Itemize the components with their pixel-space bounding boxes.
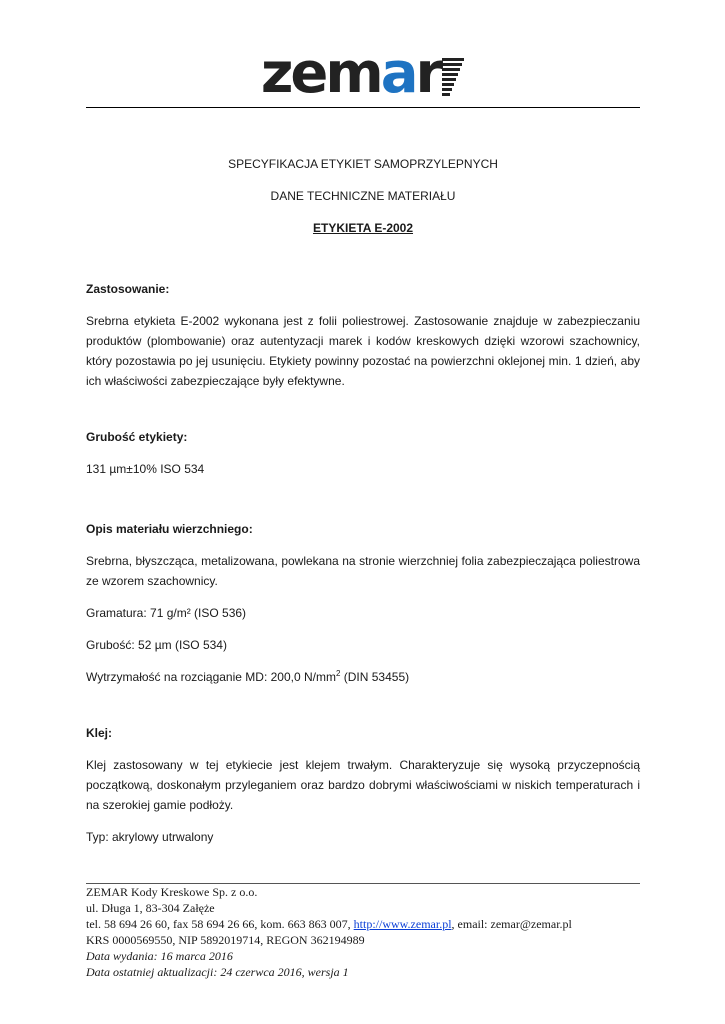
zemar-logo [260, 41, 464, 106]
section-heading: Zastosowanie: [86, 282, 170, 296]
tensile-prefix: Wytrzymałość na rozciąganie MD: 200,0 N/mm [86, 670, 336, 684]
logo-wordmark [260, 41, 441, 106]
header-divider [86, 107, 640, 108]
website-link[interactable]: http://www.zemar.pl [353, 917, 452, 931]
logo-text-end: r [415, 41, 441, 106]
logo-barcode-icon [442, 58, 464, 98]
section-heading: Klej: [86, 726, 113, 740]
footer-update-date: Data ostatniej aktualizacji: 24 czerwca 2016, wersja 1 [86, 965, 349, 979]
document-subtitle: DANE TECHNICZNE MATERIAŁU [270, 189, 456, 203]
adhesive-type: Typ: akrylowy utrwalony [86, 830, 214, 844]
footer-contact-suffix: , email: zemar@zemar.pl [451, 917, 572, 931]
section-body: Klej zastosowany w tej etykiecie jest klejem trwałym. Charakteryzuje się wysoką przyczepnością początkową, doskonałym przyleganiem oraz bardzo dobrymi właściwościami w niskich temperaturach i na szerokiej gamie podłoży. [86, 758, 640, 812]
grammage-value: Gramatura: 71 g/m² (ISO 536) [86, 606, 247, 620]
product-name: ETYKIETA E-2002 [312, 221, 414, 235]
logo-text-main: zem [260, 41, 381, 106]
footer-contact [86, 916, 646, 932]
section-opis [86, 519, 640, 687]
footer-issue-date: Data wydania: 16 marca 2016 [86, 949, 233, 963]
section-klej [86, 723, 640, 847]
section-heading: Grubość etykiety: [86, 430, 188, 444]
footer-contact-prefix: tel. 58 694 26 60, fax 58 694 26 66, kom. 663 863 007, [86, 917, 354, 931]
tensile-sup: 2 [335, 669, 341, 678]
document-title: SPECYFIKACJA ETYKIET SAMOPRZYLEPNYCH [228, 157, 498, 171]
footer-registry: KRS 0000569550, NIP 5892019714, REGON 362194989 [86, 933, 365, 947]
tensile-suffix: (DIN 53455) [340, 670, 410, 684]
material-thickness-value: Grubość: 52 µm (ISO 534) [86, 638, 227, 652]
section-grubosc [86, 427, 640, 479]
section-body: Srebrna etykieta E-2002 wykonana jest z folii poliestrowej. Zastosowanie znajduje w zabezpieczaniu produktów (plombowanie) oraz autentyzacji marek i kodów kreskowych dzięki wzorowi szachownicy, który pozostawia po jej usunięciu. Etykiety powinny pozostać na powierzchni oklejonej min. 1 dzień, aby ich właściwości zabezpieczające były efektywne. [86, 314, 640, 388]
section-heading: Opis materiału wierzchniego: [86, 522, 253, 536]
logo-text-accent: a [380, 41, 416, 106]
thickness-value: 131 µm±10% ISO 534 [86, 462, 205, 476]
tensile-strength-value [86, 667, 640, 687]
logo-container [0, 41, 725, 106]
footer-address: ul. Długa 1, 83-304 Załęże [86, 901, 215, 915]
section-body: Srebrna, błyszcząca, metalizowana, powlekana na stronie wierzchniej folia zabezpieczająca poliestrowa ze wzorem szachownicy. [86, 554, 640, 588]
footer-company: ZEMAR Kody Kreskowe Sp. z o.o. [86, 885, 258, 899]
section-zastosowanie [86, 279, 640, 391]
footer [86, 884, 646, 980]
